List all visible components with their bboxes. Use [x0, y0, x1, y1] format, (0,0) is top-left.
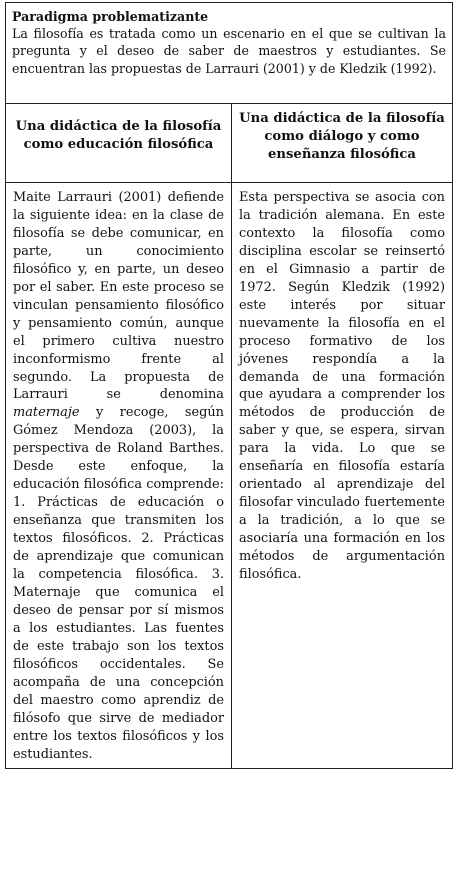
right-paragraph: [239, 189, 445, 584]
intro-title: Paradigma problematizante: [12, 9, 209, 24]
header-row: [6, 104, 453, 183]
column-header-right: [232, 104, 453, 183]
left-text-before: Maite Larrauri (2001) defiende la siguiente idea: en la clase de filosofía se debe comunicar, en parte, un conocimiento filosófico y, en parte, un deseo por el saber. En este proceso se vinculan pensamiento filosófico y pensamiento común, aunque el primero cultiva nuestro inconformismo frente al segundo. La propuesta de Larrauri se denomina: [13, 190, 224, 403]
intro-row: [6, 3, 453, 104]
column-header-right-text: Una didáctica de la filosofía como diálogo y como enseñanza filosófica: [239, 111, 445, 163]
column-header-left: [6, 104, 232, 183]
left-paragraph: [13, 189, 224, 764]
body-row: [6, 183, 453, 769]
paradigm-table: [5, 2, 453, 769]
left-text-after: y recoge, según Gómez Mendoza (2003), la perspectiva de Roland Barthes. Desde este enfoque, la educación filosófica comprende: 1. Prácticas de educación o enseñanza que transmiten los textos filosóficos. 2. Prácticas de aprendizaje que comunican la competencia filosófica. 3. Maternaje que comunica el deseo de pensar por sí mismos a los estudiantes. Las fuentes de este trabajo son los textos filosóficos occidentales. Se acompaña de una concepción del maestro como aprendiz de filósofo que sirve de mediador entre los textos filosóficos y los estudiantes.: [13, 405, 224, 762]
column-body-right: [232, 183, 453, 769]
intro-cell: [6, 3, 453, 104]
column-body-left: [6, 183, 232, 769]
left-text-emphasis: maternaje: [13, 405, 80, 421]
intro-text: La filosofía es tratada como un escenario en el que se cultivan la pregunta y el deseo de saber de maestros y estudiantes. Se encuentran las propuestas de Larrauri (2001) y de Kledzik (1992).: [12, 26, 446, 76]
right-text: Esta perspectiva se asocia con la tradición alemana. En este contexto la filosofía como disciplina escolar se reinsertó en el Gimnasio a partir de 1972. Según Kledzik (1992) este interés por situar nuevamente la filosofía en el proceso formativo de los jóvenes respondía a la demanda de una formación que ayudara a comprender los métodos de producción de saber y que, se espera, sirvan para la vida. Lo que se enseñaría en filosofía estaría orientado al aprendizaje del filosofar vinculado fuertemente a la tradición, a lo que se asociaría una formación en los métodos de argumentación filosófica.: [239, 190, 445, 583]
column-header-left-text: Una didáctica de la filosofía como educación filosófica: [15, 119, 222, 153]
